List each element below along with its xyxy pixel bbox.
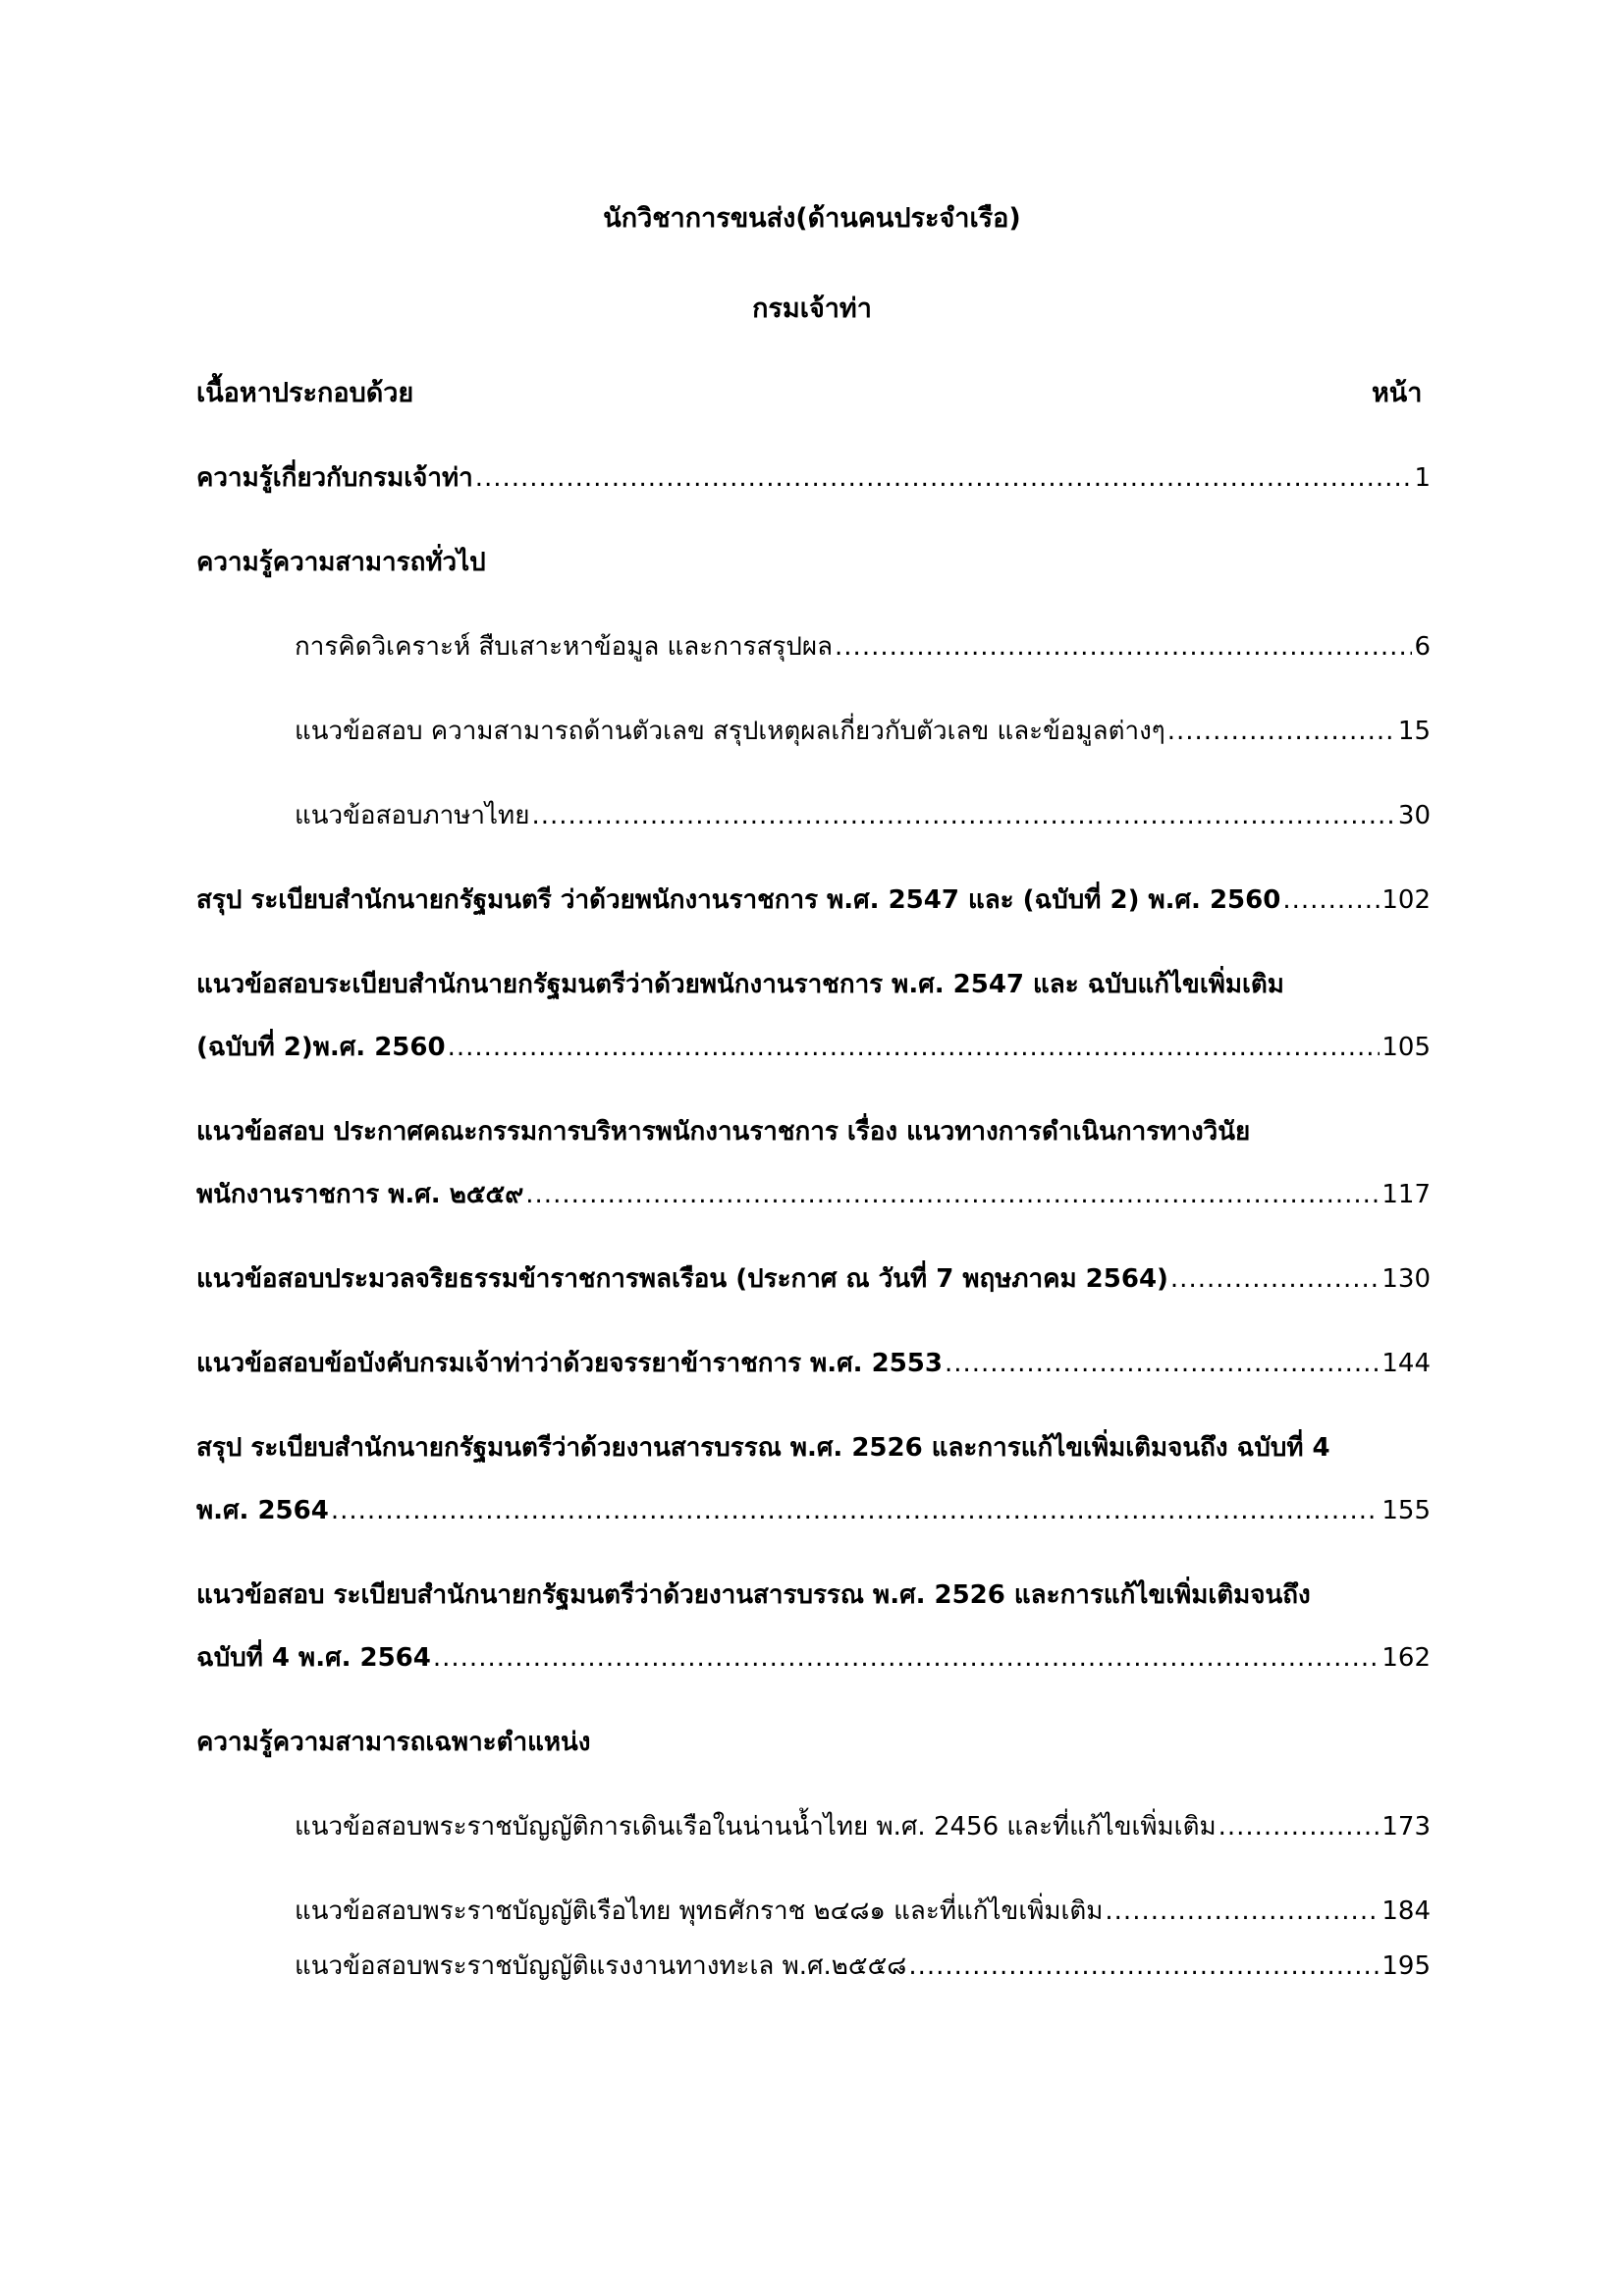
dot-leader	[531, 798, 1395, 833]
dot-leader	[525, 1177, 1380, 1212]
toc-entry-title: แนวข้อสอบพระราชบัญญัติการเดินเรือในน่านน้ำไทย พ.ศ. 2456 และที่แก้ไขเพิ่มเติม	[295, 1812, 1217, 1842]
toc-entry-title: แนวข้อสอบ ความสามารถด้านตัวเลข สรุปเหตุผลเกี่ยวกับตัวเลข และข้อมูลต่างๆ	[295, 717, 1165, 746]
toc-entry[interactable]	[196, 1177, 1431, 1212]
toc-entry[interactable]	[196, 1030, 1431, 1065]
dot-leader	[1282, 882, 1380, 918]
toc-entry-title-line2: ฉบับที่ 4 พ.ศ. 2564	[196, 1643, 431, 1673]
dot-leader	[1167, 714, 1396, 749]
dot-leader	[433, 1640, 1380, 1676]
toc-subentry[interactable]	[295, 1894, 1431, 1929]
toc-entry-page: 173	[1381, 1812, 1431, 1842]
toc-subentry[interactable]	[295, 1949, 1431, 1984]
toc-entry-page: 102	[1381, 885, 1431, 915]
toc-entry[interactable]	[196, 1640, 1431, 1676]
toc-entry[interactable]	[196, 1346, 1431, 1381]
toc-entry-page: 1	[1414, 463, 1431, 493]
toc-entry-page: 184	[1381, 1896, 1431, 1926]
toc-entry-title-line1[interactable]: แนวข้อสอบ ระเบียบสำนักนายกรัฐมนตรีว่าด้วยงานสารบรรณ พ.ศ. 2526 และการแก้ไขเพิ่มเติมจนถึง	[196, 1580, 1311, 1610]
toc-entry-page: 130	[1381, 1264, 1431, 1294]
toc-entry-title: แนวข้อสอบประมวลจริยธรรมข้าราชการพลเรือน (ประกาศ ณ วันที่ 7 พฤษภาคม 2564)	[196, 1264, 1168, 1294]
dot-leader	[1218, 1809, 1380, 1844]
dot-leader	[908, 1949, 1380, 1984]
dot-leader	[945, 1346, 1380, 1381]
contents-label: เนื้อหาประกอบด้วย	[196, 378, 414, 408]
toc-subentry[interactable]	[295, 798, 1431, 833]
page-column-label: หน้า	[1372, 378, 1423, 408]
dot-leader	[475, 460, 1413, 496]
toc-entry[interactable]	[196, 460, 1431, 496]
toc-entry-page: 155	[1381, 1496, 1431, 1525]
toc-entry[interactable]	[196, 1493, 1431, 1528]
toc-entry-page: 195	[1381, 1951, 1431, 1981]
toc-entry-page: 162	[1381, 1643, 1431, 1673]
toc-entry-title: แนวข้อสอบภาษาไทย	[295, 801, 530, 830]
toc-entry-title-line2: (ฉบับที่ 2)พ.ศ. 2560	[196, 1033, 446, 1062]
toc-entry-title-line1[interactable]: สรุป ระเบียบสำนักนายกรัฐมนตรีว่าด้วยงานสารบรรณ พ.ศ. 2526 และการแก้ไขเพิ่มเติมจนถึง ฉบับที่ 4	[196, 1433, 1330, 1463]
toc-entry-title-line1[interactable]: แนวข้อสอบระเบียบสำนักนายกรัฐมนตรีว่าด้วยพนักงานราชการ พ.ศ. 2547 และ ฉบับแก้ไขเพิ่มเติม	[196, 970, 1284, 999]
toc-entry-title: ความรู้เกี่ยวกับกรมเจ้าท่า	[196, 463, 473, 493]
dot-leader	[1170, 1261, 1380, 1297]
department-name: กรมเจ้าท่า	[752, 294, 872, 324]
toc-entry-page: 30	[1397, 801, 1431, 830]
toc-entry-page: 6	[1414, 632, 1431, 662]
dot-leader	[1105, 1894, 1380, 1929]
toc-entry-title-line1[interactable]: แนวข้อสอบ ประกาศคณะกรรมการบริหารพนักงานราชการ เรื่อง แนวทางการดำเนินการทางวินัย	[196, 1117, 1251, 1147]
toc-entry-title: แนวข้อสอบพระราชบัญญัติเรือไทย พุทธศักราช ๒๔๘๑ และที่แก้ไขเพิ่มเติม	[295, 1896, 1104, 1926]
toc-entry-page: 15	[1397, 717, 1431, 746]
toc-subentry[interactable]	[295, 1809, 1431, 1844]
toc-entry-title-line2: พ.ศ. 2564	[196, 1496, 329, 1525]
toc-entry-title: แนวข้อสอบข้อบังคับกรมเจ้าท่าว่าด้วยจรรยาข้าราชการ พ.ศ. 2553	[196, 1349, 943, 1378]
document-title: นักวิชาการขนส่ง(ด้านคนประจำเรือ)	[603, 203, 1021, 234]
toc-entry-title-line2: พนักงานราชการ พ.ศ. ๒๕๕๙	[196, 1180, 524, 1209]
dot-leader	[448, 1030, 1380, 1065]
toc-entry-title: การคิดวิเคราะห์ สืบเสาะหาข้อมูล และการสรุปผล	[295, 632, 834, 662]
toc-entry-page: 117	[1381, 1180, 1431, 1209]
dot-leader	[835, 629, 1412, 665]
toc-subentry[interactable]	[295, 714, 1431, 749]
toc-entry[interactable]	[196, 882, 1431, 918]
dot-leader	[331, 1493, 1380, 1528]
toc-subentry[interactable]	[295, 629, 1431, 665]
toc-section-heading: ความรู้ความสามารถทั่วไป	[196, 548, 486, 577]
toc-entry-page: 105	[1381, 1033, 1431, 1062]
toc-entry-page: 144	[1381, 1349, 1431, 1378]
toc-section-heading: ความรู้ความสามารถเฉพาะตำแหน่ง	[196, 1728, 591, 1757]
toc-entry-title: แนวข้อสอบพระราชบัญญัติแรงงานทางทะเล พ.ศ.๒๕๕๘	[295, 1951, 907, 1981]
toc-entry[interactable]	[196, 1261, 1431, 1297]
toc-entry-title: สรุป ระเบียบสำนักนายกรัฐมนตรี ว่าด้วยพนักงานราชการ พ.ศ. 2547 และ (ฉบับที่ 2) พ.ศ. 2560	[196, 885, 1281, 915]
